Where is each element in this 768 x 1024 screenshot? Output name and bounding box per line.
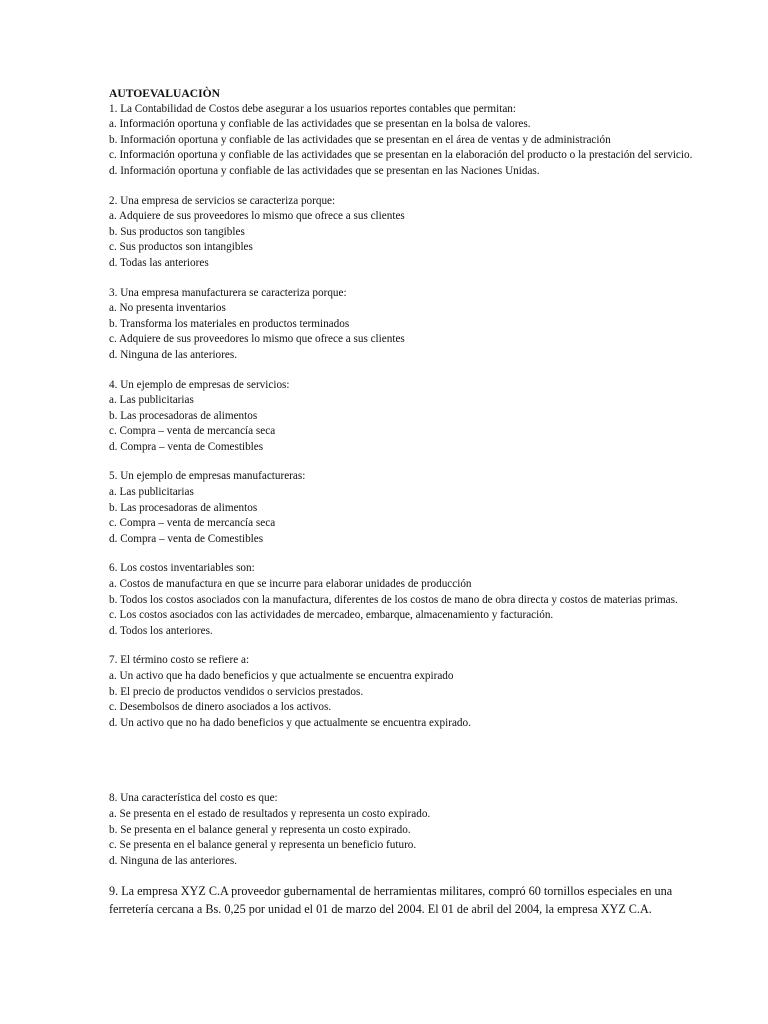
answer-option: a. Se presenta en el estado de resultados y representa un costo expirado. [109, 807, 431, 820]
answer-option: b. Todos los costos asociados con la manufactura, diferentes de los costos de mano de obra directa y costos de materias primas. [109, 593, 678, 606]
answer-option: b. Transforma los materiales en productos terminados [109, 317, 350, 330]
answer-option: c. Compra – venta de mercancía seca [109, 425, 276, 438]
answer-option: c. Compra – venta de mercancía seca [109, 517, 276, 530]
answer-option: d. Ninguna de las anteriores. [109, 348, 237, 361]
answer-option: d. Compra – venta de Comestibles [109, 440, 264, 453]
answer-option: b. Las procesadoras de alimentos [109, 409, 258, 422]
blank-gap [109, 745, 694, 791]
answer-option: d. Todas las anteriores [109, 256, 209, 269]
answer-option: a. Adquiere de sus proveedores lo mismo que ofrece a sus clientes [109, 210, 405, 223]
question-stem: 5. Un ejemplo de empresas manufactureras: [109, 470, 306, 483]
question-stem: 7. El término costo se refiere a: [109, 654, 250, 667]
document-title: AUTOEVALUACIÒN [109, 87, 221, 100]
answer-option: d. Ninguna de las anteriores. [109, 854, 237, 867]
answer-option: b. Sus productos son tangibles [109, 225, 245, 238]
answer-option: c. Desembolsos de dinero asociados a los activos. [109, 701, 332, 714]
answer-option: d. Todos los anteriores. [109, 624, 213, 637]
answer-option: b. Información oportuna y confiable de las actividades que se presentan en el área de ventas y de administración [109, 133, 611, 146]
document-page [109, 86, 694, 918]
question-block [109, 653, 694, 731]
answer-option: a. Costos de manufactura en que se incurre para elaborar unidades de producción [109, 578, 472, 591]
answer-option: a. No presenta inventarios [109, 302, 226, 315]
answer-option: c. Adquiere de sus proveedores lo mismo que ofrece a sus clientes [109, 333, 405, 346]
answer-option: a. Un activo que ha dado beneficios y que actualmente se encuentra expirado [109, 670, 454, 682]
answer-option: d. Información oportuna y confiable de las actividades que se presentan en las Naciones Unidas. [109, 164, 540, 177]
question-block [109, 378, 694, 456]
question-stem: 4. Un ejemplo de empresas de servicios: [109, 378, 290, 391]
question-block [109, 194, 694, 272]
question-9-text: 9. La empresa XYZ C.A proveedor gubernamental de herramientas militares, compró 60 tornillos especiales en una ferretería cercana a Bs. 0,25 por unidad el 01 de marzo del 2004. El 01 de abril del 2004, la empresa XYZ C.A. [109, 884, 673, 917]
answer-option: a. Las publicitarias [109, 486, 194, 499]
answer-option: c. Los costos asociados con las actividades de mercadeo, embarque, almacenamiento y facturación. [109, 609, 554, 622]
question-stem: 1. La Contabilidad de Costos debe asegurar a los usuarios reportes contables que permitan: [109, 102, 516, 115]
answer-option: b. Se presenta en el balance general y representa un costo expirado. [109, 823, 411, 836]
answer-option: c. Información oportuna y confiable de las actividades que se presentan en la elaboración del producto o la prestación del servicio. [109, 149, 693, 162]
answer-option: d. Un activo que no ha dado beneficios y que actualmente se encuentra expirado. [109, 716, 471, 729]
question-list [109, 102, 694, 870]
answer-option: c. Se presenta en el balance general y representa un beneficio futuro. [109, 839, 417, 852]
question-block [109, 286, 694, 364]
question-block [109, 102, 694, 180]
question-stem: 2. Una empresa de servicios se caracteriza porque: [109, 194, 336, 207]
answer-option: d. Compra – venta de Comestibles [109, 532, 264, 545]
answer-option: b. El precio de productos vendidos o servicios prestados. [109, 685, 364, 698]
question-block [109, 469, 694, 547]
answer-option: a. Información oportuna y confiable de las actividades que se presentan en la bolsa de valores. [109, 118, 531, 131]
question-stem: 3. Una empresa manufacturera se caracteriza porque: [109, 286, 347, 299]
answer-option: c. Sus productos son intangibles [109, 241, 253, 254]
question-stem: 6. Los costos inventariables son: [109, 562, 255, 575]
question-stem: 8. Una característica del costo es que: [109, 792, 278, 805]
question-block [109, 561, 694, 639]
answer-option: b. Las procesadoras de alimentos [109, 501, 258, 514]
question-block [109, 791, 694, 869]
answer-option: a. Las publicitarias [109, 394, 194, 407]
